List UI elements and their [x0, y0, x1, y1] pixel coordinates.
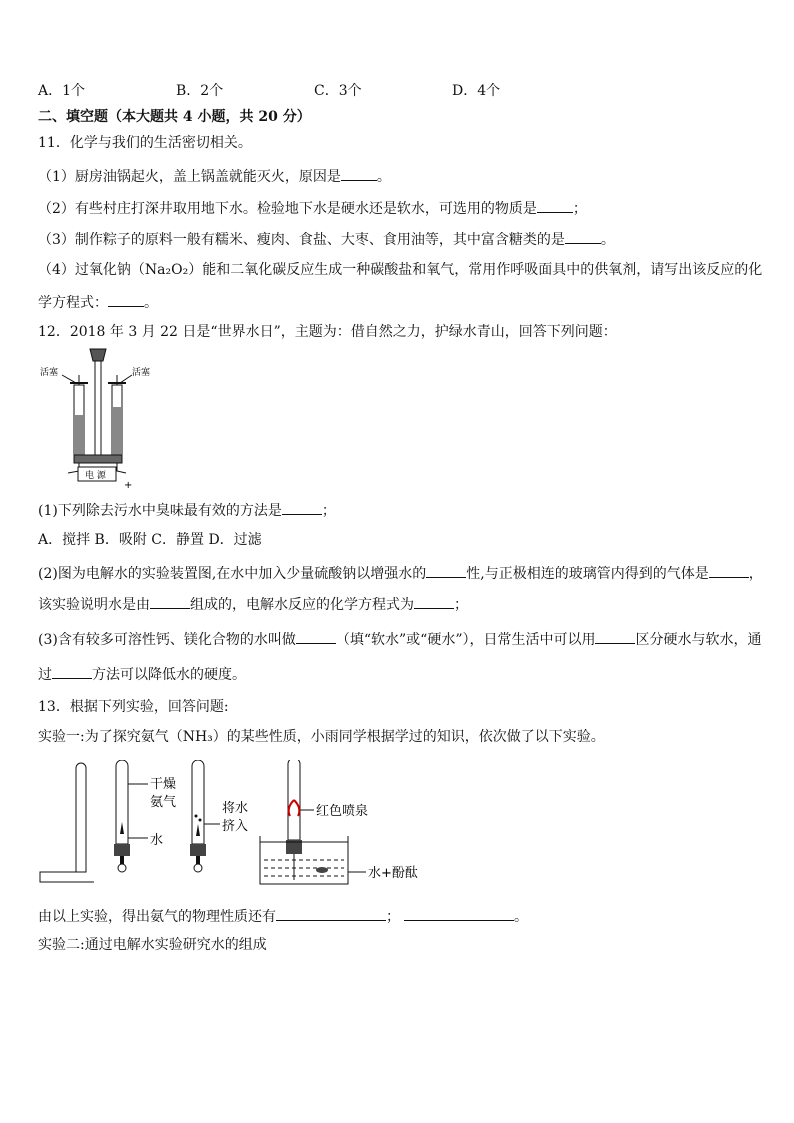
q12-sub3-text-e: 方法可以降低水的硬度。 — [92, 667, 246, 683]
q12-sub2-text-b: 性,与正极相连的玻璃管内得到的气体是 — [466, 566, 709, 582]
answer-blank — [296, 629, 336, 644]
q12-sub1-options: A．搅拌 B．吸附 C．静置 D．过滤 — [38, 532, 262, 548]
q11-part1-text: （1）厨房油锅起火，盖上锅盖就能灭火，原因是 — [38, 169, 341, 185]
q12-sub3-line2 — [38, 664, 246, 684]
answer-blank — [537, 198, 573, 213]
q13-conclusion-text: 由以上实验，得出氨气的物理性质还有 — [38, 909, 276, 925]
answer-blank — [150, 594, 190, 609]
q11-part3-text: （3）制作粽子的原料一般有糯米、瘦肉、食盐、大枣、食用油等，其中富含糖类的是 — [38, 232, 565, 248]
answer-blank — [341, 166, 377, 181]
answer-blank — [709, 563, 749, 578]
answer-blank — [404, 906, 514, 921]
positive-pole-label: + — [124, 480, 133, 490]
q11-part2-text: （2）有些村庄打深井取用地下水。检验地下水是硬水还是软水，可选用的物质是 — [38, 201, 537, 217]
q11-stem: 11．化学与我们的生活密切相关。 — [38, 135, 252, 151]
label-ammonia: 氨气 — [150, 795, 177, 810]
q12-sub1-text: (1)下列除去污水中臭味最有效的方法是 — [38, 503, 282, 519]
q12-sub2-line1: (2)图为电解水的实验装置图,在水中加入少量硫酸钠以增强水的 性,与正极相连的玻璃管内得到的气体是 ， — [38, 563, 763, 583]
answer-blank — [108, 292, 144, 307]
q11-part4-line1: （4）过氧化钠（Na₂O₂）能和二氧化碳反应生成一种碳酸盐和氧气，常用作呼吸面具中的供氧剂，请写出该反应的化 — [38, 262, 763, 278]
option-b: B．2个 — [176, 83, 224, 99]
q12-sub1: (1)下列除去污水中臭味最有效的方法是 ； — [38, 500, 336, 520]
answer-blank — [282, 500, 322, 515]
q11-part1: （1）厨房油锅起火，盖上锅盖就能灭火，原因是 。 — [38, 166, 391, 186]
stopcock-label-left: 活塞 — [40, 368, 59, 378]
answer-blank — [276, 906, 386, 921]
q11-part4-text: 学方程式： — [38, 295, 108, 311]
q12-sub2-line2: 该实验说明水是由 组成的，电解水反应的化学方程式为 ； — [38, 594, 468, 614]
label-red-fountain: 红色喷泉 — [316, 804, 369, 819]
label-dry: 干燥 — [150, 777, 177, 792]
q13-stem: 13．根据下列实验，回答问题: — [38, 699, 229, 715]
label-water-phenolphthalein: 水+酚酞 — [368, 866, 418, 881]
option-a: A．1个 — [38, 83, 86, 99]
label-squeeze-1: 将水 — [222, 801, 249, 816]
label-squeeze-2: 挤入 — [222, 819, 249, 834]
q11-part2: （2）有些村庄打深井取用地下水。检验地下水是硬水还是软水，可选用的物质是 ； — [38, 198, 587, 218]
q12-sub3-line1 — [38, 629, 761, 649]
q12-sub3-text-d: 过 — [38, 667, 52, 683]
stopcock-label-right: 活塞 — [132, 368, 151, 378]
electrolysis-apparatus-figure — [40, 345, 160, 490]
q12-sub3-text-c: 区分硬水与软水，通 — [635, 632, 762, 648]
q13-experiment2: 实验二:通过电解水实验研究水的组成 — [38, 937, 267, 953]
option-d: D．4个 — [452, 83, 501, 99]
option-c: C．3个 — [314, 83, 362, 99]
q12-stem: 12．2018 年 3 月 22 日是“世界水日”，主题为：借自然之力，护绿水青山，回答下列问题： — [38, 324, 617, 340]
answer-blank — [565, 229, 601, 244]
q12-sub2-text-d: 组成的，电解水反应的化学方程式为 — [190, 597, 414, 613]
section-title: 二、填空题（本大题共 4 小题，共 20 分） — [38, 109, 311, 125]
q11-part4-line2: 学方程式： 。 — [38, 292, 158, 312]
answer-blank — [414, 594, 454, 609]
power-source-label: 电 源 — [85, 471, 106, 481]
q13-conclusion: 由以上实验，得出氨气的物理性质还有 ； 。 — [38, 906, 528, 926]
q12-sub2-text-a: (2)图为电解水的实验装置图,在水中加入少量硫酸钠以增强水的 — [38, 566, 427, 582]
answer-blank — [52, 664, 92, 679]
q12-sub3-text-a: (3)含有较多可溶性钙、镁化合物的水叫做 — [38, 632, 296, 648]
q11-part3: （3）制作粽子的原料一般有糯米、瘦肉、食盐、大枣、食用油等，其中富含糖类的是 。 — [38, 229, 615, 249]
q13-experiment1: 实验一:为了探究氨气（NH₃）的某些性质，小雨同学根据学过的知识，依次做了以下实验。 — [38, 729, 605, 745]
ammonia-experiment-figure — [38, 760, 438, 890]
answer-blank — [595, 629, 635, 644]
q12-sub2-text-c: 该实验说明水是由 — [38, 597, 150, 613]
label-water: 水 — [150, 833, 164, 848]
q12-sub3-text-b: （填“软水”或“硬水”），日常生活中可以用 — [335, 632, 596, 648]
answer-blank — [426, 563, 466, 578]
